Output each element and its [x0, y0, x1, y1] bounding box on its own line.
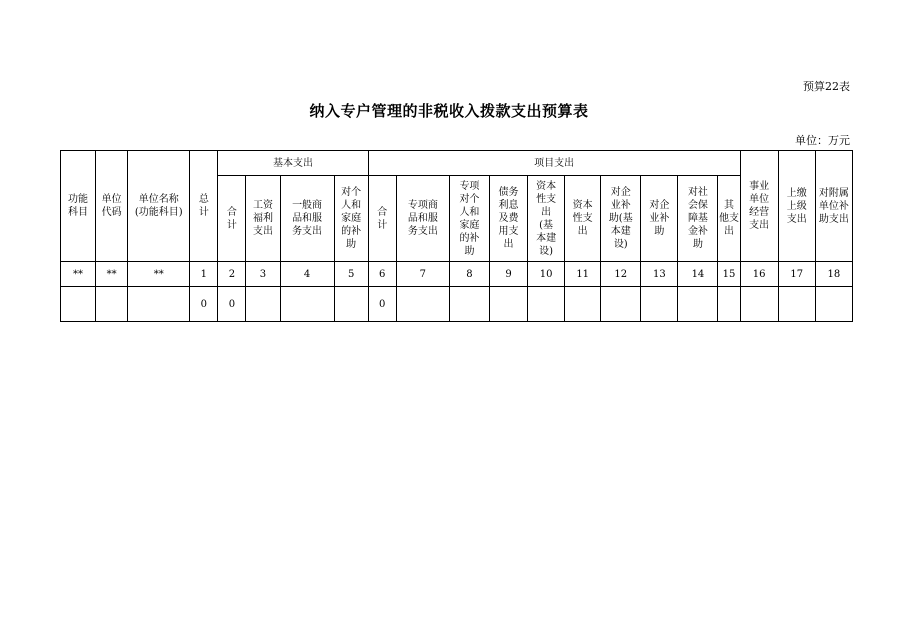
index-cell: 16: [740, 262, 778, 287]
header-unit-name: 单位名称 (功能科目): [128, 151, 190, 262]
header-basic-col: 合 计: [218, 176, 246, 262]
header-project-col: 对企 业补 助(基 本建 设): [601, 176, 641, 262]
data-cell: [528, 287, 565, 322]
header-project-col: 资本 性支 出: [565, 176, 601, 262]
index-row: [61, 262, 853, 287]
index-cell: 12: [601, 262, 641, 287]
data-cell: [61, 287, 96, 322]
header-project-expenditure: 项目支出: [368, 151, 740, 176]
index-cell: 14: [678, 262, 718, 287]
header-project-col: 专项 对个 人和 家庭 的补 助: [449, 176, 489, 262]
header-project-col: 资本 性支 出 (基 本建 设): [528, 176, 565, 262]
index-cell: 6: [368, 262, 396, 287]
data-cell: 0: [218, 287, 246, 322]
data-cell: [246, 287, 280, 322]
data-cell: [280, 287, 334, 322]
header-project-col: 合 计: [368, 176, 396, 262]
budget-table: [60, 150, 853, 322]
index-cell: **: [128, 262, 190, 287]
header-project-col: 债务 利息 及费 用支 出: [489, 176, 527, 262]
header-basic-col: 一般商 品和服 务支出: [280, 176, 334, 262]
index-cell: 2: [218, 262, 246, 287]
data-cell: [565, 287, 601, 322]
index-cell: **: [61, 262, 96, 287]
header-unit-code: 单位 代码: [96, 151, 128, 262]
index-cell: 11: [565, 262, 601, 287]
header-project-col: 专项商 品和服 务支出: [396, 176, 449, 262]
header-total: 总 计: [190, 151, 218, 262]
data-cell: [678, 287, 718, 322]
unit-label: 单位：万元: [795, 134, 850, 147]
data-cell: [128, 287, 190, 322]
index-cell: 15: [718, 262, 740, 287]
data-cell: 0: [368, 287, 396, 322]
data-cell: [96, 287, 128, 322]
index-cell: 5: [334, 262, 368, 287]
data-cell: [740, 287, 778, 322]
index-cell: 10: [528, 262, 565, 287]
header-basic-col: 对个 人和 家庭 的补 助: [334, 176, 368, 262]
header-subsidiary-subsidy: 对附属 单位补 助支出: [815, 151, 852, 262]
data-cell: [449, 287, 489, 322]
header-basic-col: 工资 福利 支出: [246, 176, 280, 262]
header-function-subject: 功能 科目: [61, 151, 96, 262]
index-cell: **: [96, 262, 128, 287]
header-basic-expenditure: 基本支出: [218, 151, 368, 176]
data-row: [61, 287, 853, 322]
data-cell: [396, 287, 449, 322]
data-cell: 0: [190, 287, 218, 322]
index-cell: 1: [190, 262, 218, 287]
header-enterprise-operating: 事业 单位 经营 支出: [740, 151, 778, 262]
data-cell: [601, 287, 641, 322]
table-number: 预算22表: [803, 80, 850, 93]
index-cell: 9: [489, 262, 527, 287]
index-cell: 18: [815, 262, 852, 287]
data-cell: [489, 287, 527, 322]
index-cell: 13: [641, 262, 678, 287]
header-row-group: [61, 151, 853, 176]
index-cell: 3: [246, 262, 280, 287]
index-cell: 4: [280, 262, 334, 287]
data-cell: [641, 287, 678, 322]
page-title: 纳入专户管理的非税收入拨款支出预算表: [309, 102, 589, 120]
header-project-col: 对企 业补 助: [641, 176, 678, 262]
header-project-col: 其 他支 出: [718, 176, 740, 262]
data-cell: [815, 287, 852, 322]
index-cell: 17: [778, 262, 815, 287]
header-remit-superior: 上缴 上级 支出: [778, 151, 815, 262]
data-cell: [778, 287, 815, 322]
data-cell: [718, 287, 740, 322]
header-project-col: 对社 会保 障基 金补 助: [678, 176, 718, 262]
index-cell: 7: [396, 262, 449, 287]
data-cell: [334, 287, 368, 322]
index-cell: 8: [449, 262, 489, 287]
